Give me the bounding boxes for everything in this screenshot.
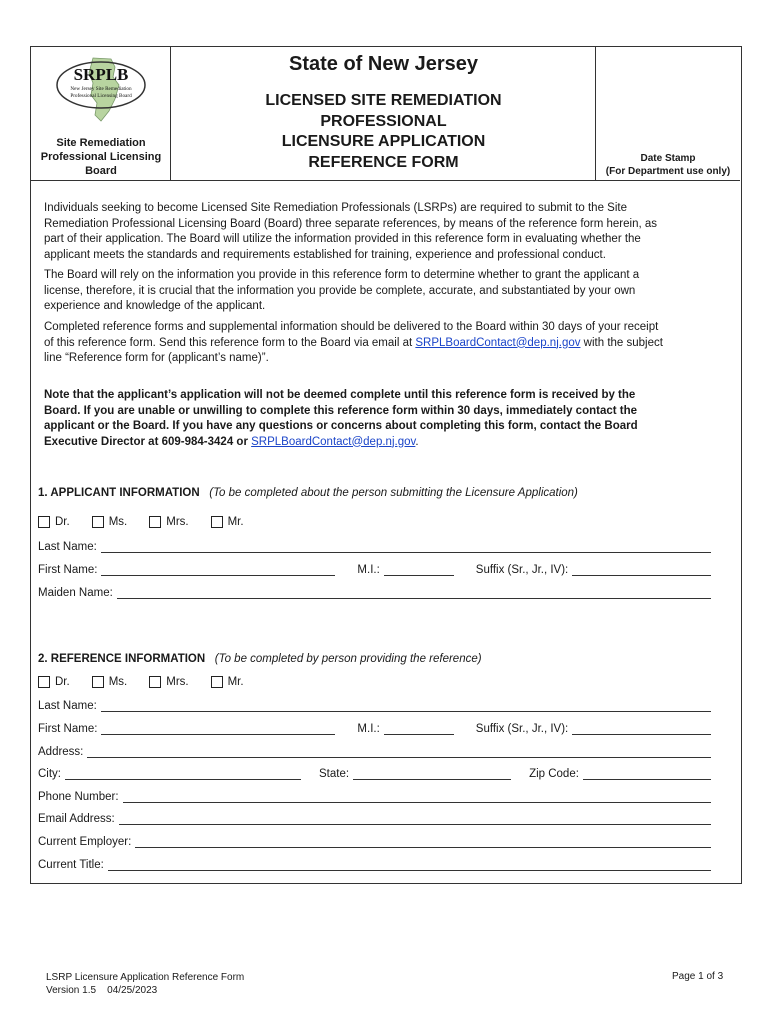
reference-phone-field[interactable]: Phone Number: (38, 789, 711, 803)
reference-email-field[interactable]: Email Address: (38, 811, 711, 825)
page-number: Page 1 of 3 (672, 971, 724, 982)
reference-suffix-field[interactable] (572, 724, 711, 735)
srplb-logo (53, 55, 149, 125)
reference-zip-field[interactable] (583, 769, 711, 780)
reference-dr-checkbox[interactable]: Dr. (38, 676, 70, 688)
reference-mr-checkbox[interactable]: Mr. (211, 676, 244, 688)
applicant-salutation-group (38, 516, 258, 528)
logo-subtext-1: New Jersey Site Remediation (70, 86, 132, 92)
reference-title-field[interactable]: Current Title: (38, 857, 711, 871)
reference-mrs-checkbox[interactable]: Mrs. (149, 676, 188, 688)
reference-address-field[interactable]: Address: (38, 744, 711, 758)
board-name: Site Remediation Professional Licensing Board (40, 137, 162, 177)
date-stamp-cell (596, 47, 740, 181)
reference-first-name-field[interactable] (101, 724, 335, 735)
reference-last-name-field[interactable]: Last Name: (38, 698, 711, 712)
reference-employer-field[interactable]: Current Employer: (38, 834, 711, 848)
section-applicant-title: 1. APPLICANT INFORMATION (To be completed about the person submitting the Licensure Application) (38, 487, 578, 499)
form-frame (30, 46, 742, 884)
reference-salutation-group (38, 676, 258, 688)
board-email-link[interactable]: SRPLBoardContact@dep.nj.gov (415, 336, 581, 349)
form-title: LICENSED SITE REMEDIATION PROFESSIONAL LICENSURE APPLICATION REFERENCE FORM (265, 92, 502, 171)
applicant-first-name-field[interactable] (101, 565, 335, 576)
applicant-ms-checkbox[interactable]: Ms. (92, 516, 128, 528)
applicant-maiden-name-field[interactable]: Maiden Name: (38, 585, 711, 599)
section-reference-title: 2. REFERENCE INFORMATION (To be completed by person providing the reference) (38, 653, 482, 665)
intro-paragraph-1: Individuals seeking to become Licensed Site Remediation Professionals (LSRPs) are required to submit to the Site Remediation Professional Licensing Board (Board) three separate references, by means of the reference form herein, as part of their application. The Board will utilize the information provided in this reference form in evaluating whether the applicant meets the standards and requirements established for training, experience and professional conduct. (44, 202, 658, 261)
completion-note: Note that the applicant’s application will not be deemed complete until this reference form is received by the Board. If you are unable or unwilling to complete this reference form within 30 days, immediately contact the applicant or the Board. If you have any questions or concerns about completing this form, contact the Board Executive Director at 609-984-3424 or SRPLBoardContact@dep.nj.gov. (44, 389, 638, 448)
applicant-suffix-field[interactable] (572, 565, 711, 576)
applicant-mrs-checkbox[interactable]: Mrs. (149, 516, 188, 528)
title-cell (171, 47, 596, 181)
reference-city-row: City: State: Zip Code: (38, 766, 711, 780)
intro-paragraph-3: Completed reference forms and supplemental information should be delivered to the Board within 30 days of your receipt of this reference form. Send this reference form to the Board via email at SRPLBoardContact@dep.nj.gov with the subject line “Reference form for (applicant’s name)”. (44, 321, 663, 364)
applicant-first-name-row: First Name: M.I.: Suffix (Sr., Jr., IV): (38, 562, 711, 576)
applicant-last-name-field[interactable]: Last Name: (38, 539, 711, 553)
logo-subtext-2: Professional Licensing Board (70, 93, 132, 99)
logo-text: SRPLB (73, 65, 129, 84)
reference-city-field[interactable] (65, 769, 301, 780)
logo-cell (31, 47, 171, 181)
date-stamp-label: Date Stamp (For Department use only) (605, 153, 731, 177)
applicant-mi-field[interactable] (384, 565, 454, 576)
form-header (31, 47, 740, 181)
applicant-mr-checkbox[interactable]: Mr. (211, 516, 244, 528)
reference-ms-checkbox[interactable]: Ms. (92, 676, 128, 688)
footer-form-info: LSRP Licensure Application Reference Form Version 1.5 04/25/2023 (46, 972, 245, 996)
reference-state-field[interactable] (353, 769, 511, 780)
state-title: State of New Jersey (289, 53, 478, 75)
reference-mi-field[interactable] (384, 724, 454, 735)
intro-paragraph-2: The Board will rely on the information you provide in this reference form to determine whether to grant the applicant a license, therefore, it is crucial that the information you provide be complete, accurate, and substantiated by your own experience and knowledge of the applicant. (44, 269, 640, 312)
reference-first-name-row: First Name: M.I.: Suffix (Sr., Jr., IV): (38, 721, 711, 735)
board-email-link-note[interactable]: SRPLBoardContact@dep.nj.gov (251, 435, 416, 448)
applicant-dr-checkbox[interactable]: Dr. (38, 516, 70, 528)
